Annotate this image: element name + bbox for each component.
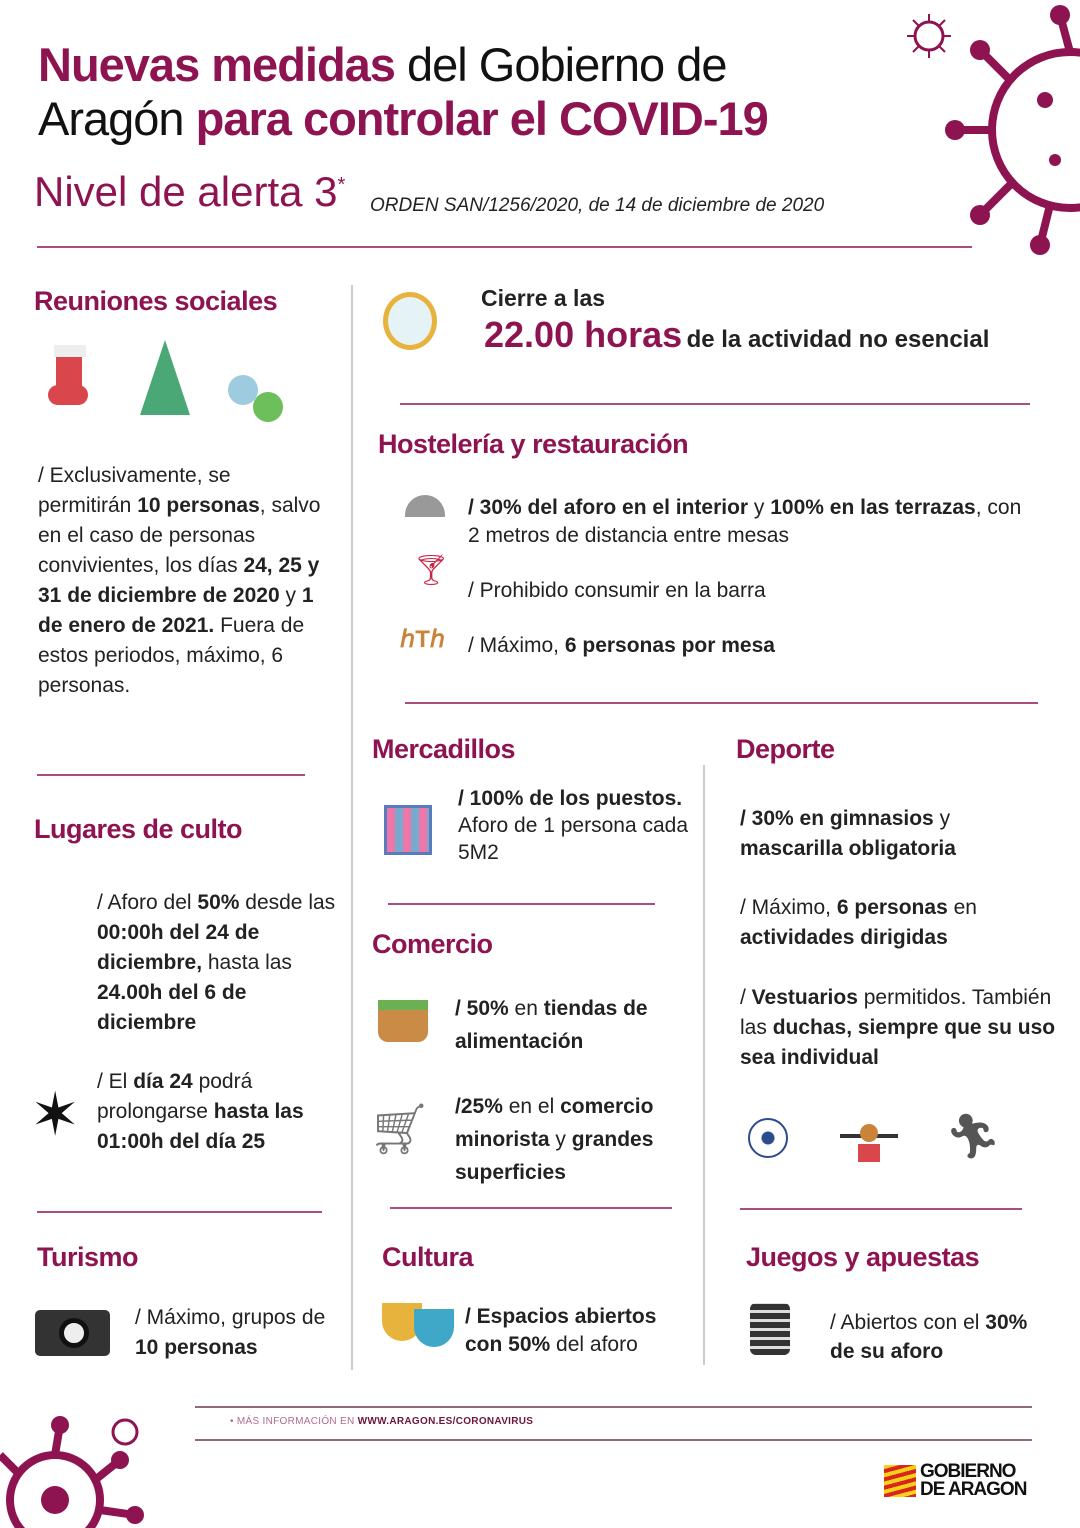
cloche-icon xyxy=(405,495,445,517)
text-bold: mascarilla obligatoria xyxy=(740,837,956,860)
alarm-clock-icon xyxy=(383,292,437,350)
divider xyxy=(405,702,1038,704)
comercio-item-2 xyxy=(455,1090,700,1189)
cierre-pre: Cierre a las xyxy=(481,285,606,311)
title-bold: para controlar el COVID-19 xyxy=(195,92,768,145)
text: y xyxy=(748,496,771,519)
text: podrá prolongarse xyxy=(97,1070,253,1123)
market-stall-icon xyxy=(384,805,432,855)
cierre-hour: 22.00 horas xyxy=(484,314,683,355)
text: del aforo xyxy=(550,1333,638,1356)
text: , salvo en el caso de personas convivientes, los días xyxy=(38,494,321,577)
alert-text: Nivel de alerta 3 xyxy=(34,168,338,215)
order-reference: ORDEN SAN/1256/2020, de 14 de diciembre de 2020 xyxy=(370,195,825,216)
divider xyxy=(37,246,972,248)
text-bold: Vestuarios xyxy=(751,986,858,1009)
text-bold: hasta las 01:00h del día 25 xyxy=(97,1100,304,1153)
text: y xyxy=(279,584,302,607)
text: / El xyxy=(97,1070,134,1093)
text-bold: 6 personas por mesa xyxy=(564,634,775,657)
camera-icon xyxy=(35,1310,110,1356)
small-virus-icon xyxy=(905,12,953,60)
text: en el xyxy=(502,1095,561,1118)
deporte-item-2 xyxy=(740,893,1040,953)
sparkle-icon: ✶ xyxy=(30,1081,81,1148)
text-bold: 00:00h del 24 de diciembre, xyxy=(97,921,260,974)
logo-text: DE ARAGON xyxy=(920,1479,1027,1500)
grocery-basket-icon xyxy=(378,1000,428,1042)
divider xyxy=(740,1208,1022,1210)
section-heading-comercio: Comercio xyxy=(372,929,493,959)
title-bold: Nuevas medidas xyxy=(38,38,395,91)
section-heading-mercadillos: Mercadillos xyxy=(372,734,516,764)
text: / Máximo, grupos de xyxy=(135,1306,326,1329)
section-heading-deporte: Deporte xyxy=(736,734,835,764)
text: Aforo de 1 persona cada 5M2 xyxy=(458,814,688,864)
soccer-ball-icon xyxy=(748,1118,788,1158)
text: y xyxy=(933,807,951,830)
section-heading-turismo: Turismo xyxy=(37,1242,139,1272)
theater-masks-icon xyxy=(382,1303,457,1348)
text-bold: día 24 xyxy=(133,1070,193,1093)
cocktail-icon: 🍸︎ xyxy=(412,554,451,587)
text-bold: / 30% del aforo en el interior xyxy=(468,496,749,519)
gobierno-aragon-logo xyxy=(884,1463,1036,1499)
more-info: • MÁS INFORMACIÓN EN WWW.ARAGON.ES/CORONAVIRUS xyxy=(230,1416,534,1427)
text-bold: /25% xyxy=(455,1095,503,1118)
section-heading-reuniones: Reuniones sociales xyxy=(34,286,278,316)
text-bold: 100% en las terrazas xyxy=(770,496,976,519)
text: / Aforo del xyxy=(97,891,198,914)
text-bold: tiendas de alimentación xyxy=(455,997,648,1053)
text: / Máximo, xyxy=(468,634,565,657)
divider xyxy=(195,1439,1032,1441)
section-heading-hosteleria: Hostelería y restauración xyxy=(378,429,689,459)
title-regular: Aragón xyxy=(38,92,196,145)
text: / Abiertos con el xyxy=(830,1311,986,1334)
turismo-text xyxy=(135,1303,345,1363)
virus-decoration-bottom-icon xyxy=(0,1400,150,1528)
runner-icon: 🏃︎ xyxy=(945,1112,1001,1161)
text-bold: duchas, siempre que su uso sea individual xyxy=(740,1016,1056,1069)
deporte-item-3 xyxy=(740,983,1060,1073)
page-title xyxy=(38,38,768,146)
hosteleria-item-2: / Prohibido consumir en la barra xyxy=(468,579,766,602)
cierre-line xyxy=(484,314,989,356)
text-bold: 24, 25 y 31 de diciembre de 2020 xyxy=(38,554,320,607)
text-bold: 6 personas xyxy=(836,896,948,919)
stocking-icon xyxy=(48,345,96,425)
divider xyxy=(195,1406,1032,1408)
text-bold: 30% de su aforo xyxy=(830,1311,1028,1363)
shopping-cart-icon: 🛒︎ xyxy=(368,1101,432,1157)
text-bold: / 100% de los puestos. xyxy=(458,787,683,810)
text-bold: 10 personas xyxy=(137,494,260,517)
hosteleria-item-1 xyxy=(468,494,1038,550)
text-bold: / 50% xyxy=(455,997,509,1020)
column-divider xyxy=(351,285,353,1370)
divider xyxy=(388,903,655,905)
title-regular: del Gobierno de xyxy=(394,38,727,91)
text-bold: actividades dirigidas xyxy=(740,926,948,949)
text-bold: grandes superficies xyxy=(455,1128,654,1184)
text: / xyxy=(740,986,752,1009)
table-chairs-icon: ℎΤℎ xyxy=(400,626,446,653)
mercadillos-text xyxy=(458,785,688,866)
text: hasta las xyxy=(202,951,292,974)
text: / Exclusivamente, se permitirán xyxy=(38,464,231,517)
juegos-text xyxy=(830,1308,1030,1366)
aragon-flag-icon xyxy=(884,1465,916,1497)
text: / Máximo, xyxy=(740,896,837,919)
text: en xyxy=(947,896,977,919)
cierre-post: de la actividad no esencial xyxy=(686,326,990,353)
text: permitidos. También las xyxy=(740,986,1052,1039)
text: , con 2 metros de distancia entre mesas xyxy=(468,496,1022,547)
section-heading-cultura: Cultura xyxy=(382,1242,473,1272)
text-bold: 50% xyxy=(197,891,240,914)
text-bold: 1 de enero de 2021. xyxy=(38,584,314,637)
christmas-tree-icon xyxy=(140,340,190,415)
cultura-text xyxy=(465,1303,695,1359)
divider xyxy=(37,774,305,776)
text-bold: comercio minorista xyxy=(455,1095,654,1151)
hosteleria-item-3 xyxy=(468,631,775,661)
logo-text: GOBIERNO xyxy=(920,1461,1016,1482)
alert-level xyxy=(34,168,345,216)
divider xyxy=(390,1207,672,1209)
comercio-item-1 xyxy=(455,992,695,1058)
section-heading-juegos: Juegos y apuestas xyxy=(746,1242,980,1272)
column-divider xyxy=(703,765,705,1365)
more-info-text: MÁS INFORMACIÓN EN xyxy=(236,1416,358,1427)
text-bold: / Espacios abiertos con 50% xyxy=(465,1305,657,1356)
alert-asterisk: * xyxy=(337,174,346,196)
ornaments-icon xyxy=(228,340,288,425)
culto-text-1 xyxy=(97,888,347,1038)
reuniones-text xyxy=(38,461,323,701)
text: y xyxy=(549,1128,572,1151)
text-bold: 24.00h del 6 de diciembre xyxy=(97,981,247,1034)
text: Fuera de estos periodos, máximo, 6 personas. xyxy=(38,614,305,697)
text: desde las xyxy=(239,891,336,914)
culto-text-2 xyxy=(97,1067,337,1157)
divider xyxy=(400,403,1030,405)
text-bold: / 30% en gimnasios xyxy=(740,807,934,830)
text: en xyxy=(508,997,544,1020)
section-heading-culto: Lugares de culto xyxy=(34,814,243,844)
divider xyxy=(37,1211,322,1213)
text-bold: 10 personas xyxy=(135,1336,258,1359)
virus-decoration-icon xyxy=(940,0,1080,260)
casino-chips-icon xyxy=(750,1303,790,1355)
more-info-link[interactable]: WWW.ARAGON.ES/CORONAVIRUS xyxy=(357,1416,534,1427)
deporte-item-1 xyxy=(740,804,1040,864)
weightlifter-icon xyxy=(840,1120,898,1162)
